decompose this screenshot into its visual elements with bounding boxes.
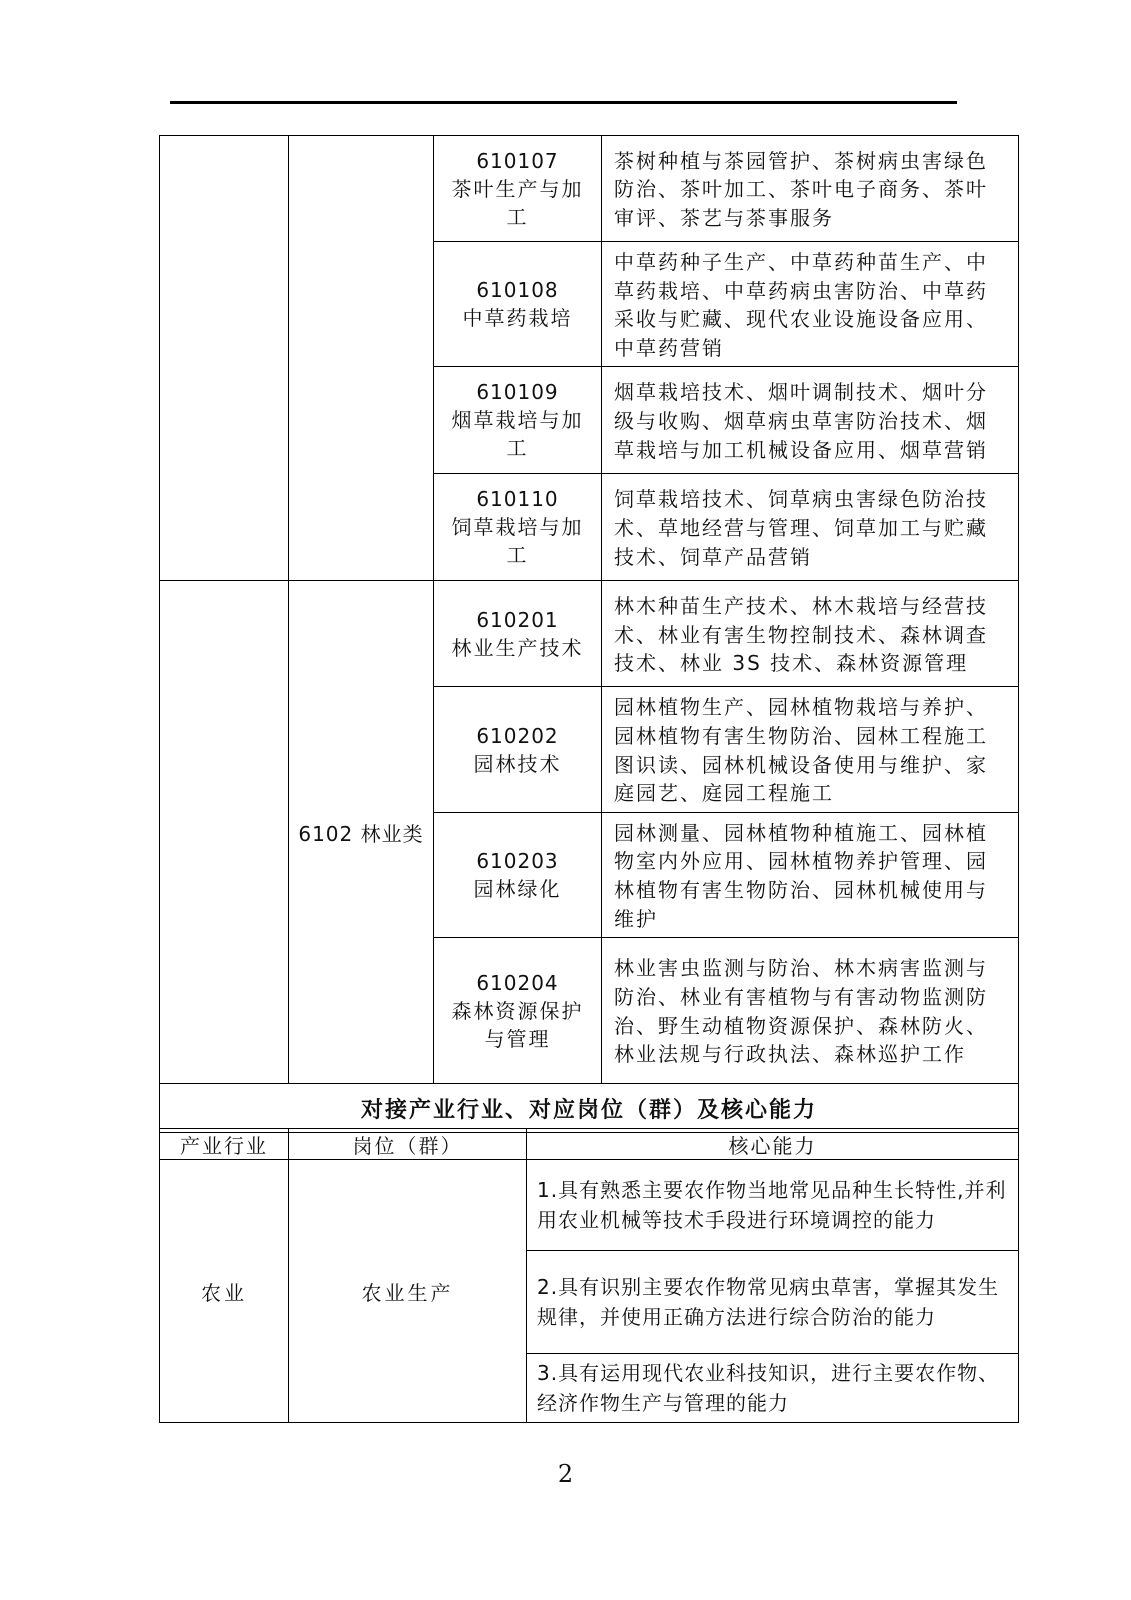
major-code: 610203 bbox=[476, 848, 559, 873]
table-row bbox=[160, 581, 1019, 687]
major-code: 610110 bbox=[476, 487, 559, 512]
ability-item: 1.具有熟悉主要农作物当地常见品种生长特性,并利用农业机械等技术手段进行环境调控的能力 bbox=[527, 1160, 1019, 1251]
jobs-table bbox=[159, 1128, 1019, 1423]
major-description: 饲草栽培技术、饲草病虫害绿色防治技术、草地经营与管理、饲草加工与贮藏技术、饲草产品营销 bbox=[602, 474, 1019, 581]
major-name: 茶叶生产与加工 bbox=[451, 176, 584, 229]
category-cell: 6102 林业类 bbox=[289, 581, 434, 1084]
major-cell bbox=[434, 812, 602, 937]
section-title-row bbox=[160, 1084, 1019, 1133]
major-description: 烟草栽培技术、烟叶调制技术、烟叶分级与收购、烟草病虫草害防治技术、烟草栽培与加工机械设备应用、烟草营销 bbox=[602, 367, 1019, 474]
majors-table bbox=[159, 135, 1019, 1133]
table-row bbox=[160, 1160, 1019, 1251]
major-name: 园林技术 bbox=[473, 751, 562, 776]
major-cell bbox=[434, 136, 602, 242]
major-cell bbox=[434, 367, 602, 474]
ability-item: 2.具有识别主要农作物常见病虫草害，掌握其发生规律，并使用正确方法进行综合防治的能力 bbox=[527, 1251, 1019, 1354]
ability-item: 3.具有运用现代农业科技知识，进行主要农作物、经济作物生产与管理的能力 bbox=[527, 1354, 1019, 1423]
major-description: 林业害虫监测与防治、林木病害监测与防治、林业有害植物与有害动物监测防治、野生动植物资源保护、森林防火、林业法规与行政执法、森林巡护工作 bbox=[602, 938, 1019, 1084]
major-description: 林木种苗生产技术、林木栽培与经营技术、林业有害生物控制技术、森林调查技术、林业 3S 技术、森林资源管理 bbox=[602, 581, 1019, 687]
empty-cell bbox=[160, 581, 289, 1084]
major-code: 610202 bbox=[476, 723, 559, 748]
major-name: 园林绿化 bbox=[473, 876, 562, 901]
position-cell: 农业生产 bbox=[289, 1160, 527, 1423]
table-header-row bbox=[160, 1129, 1019, 1160]
section-title: 对接产业行业、对应岗位（群）及核心能力 bbox=[160, 1084, 1019, 1133]
major-cell bbox=[434, 938, 602, 1084]
empty-cell bbox=[289, 136, 434, 581]
header-position: 岗位（群） bbox=[289, 1129, 527, 1160]
major-name: 森林资源保护与管理 bbox=[451, 998, 584, 1051]
major-description: 中草药种子生产、中草药种苗生产、中草药栽培、中草药病虫害防治、中草药采收与贮藏、现代农业设施设备应用、中草药营销 bbox=[602, 242, 1019, 367]
major-code: 610108 bbox=[476, 278, 559, 303]
page-number: 2 bbox=[557, 1460, 574, 1488]
major-description: 茶树种植与茶园管护、茶树病虫害绿色防治、茶叶加工、茶叶电子商务、茶叶审评、茶艺与茶事服务 bbox=[602, 136, 1019, 242]
header-ability: 核心能力 bbox=[527, 1129, 1019, 1160]
major-code: 610201 bbox=[476, 607, 559, 632]
major-cell bbox=[434, 474, 602, 581]
major-cell bbox=[434, 581, 602, 687]
major-code: 610109 bbox=[476, 380, 559, 405]
major-description: 园林测量、园林植物种植施工、园林植物室内外应用、园林植物养护管理、园林植物有害生物防治、园林机械使用与维护 bbox=[602, 812, 1019, 937]
major-cell bbox=[434, 242, 602, 367]
industry-cell: 农业 bbox=[160, 1160, 289, 1423]
major-name: 饲草栽培与加工 bbox=[451, 515, 584, 568]
major-name: 烟草栽培与加工 bbox=[451, 408, 584, 461]
empty-cell bbox=[160, 136, 289, 581]
header-rule bbox=[170, 101, 957, 104]
header-industry: 产业行业 bbox=[160, 1129, 289, 1160]
major-name: 中草药栽培 bbox=[462, 306, 573, 331]
major-name: 林业生产技术 bbox=[451, 635, 584, 660]
table-row bbox=[160, 136, 1019, 242]
major-code: 610204 bbox=[476, 970, 559, 995]
major-description: 园林植物生产、园林植物栽培与养护、园林植物有害生物防治、园林工程施工图识读、园林机械设备使用与维护、家庭园艺、庭园工程施工 bbox=[602, 687, 1019, 812]
major-code: 610107 bbox=[476, 148, 559, 173]
major-cell bbox=[434, 687, 602, 812]
